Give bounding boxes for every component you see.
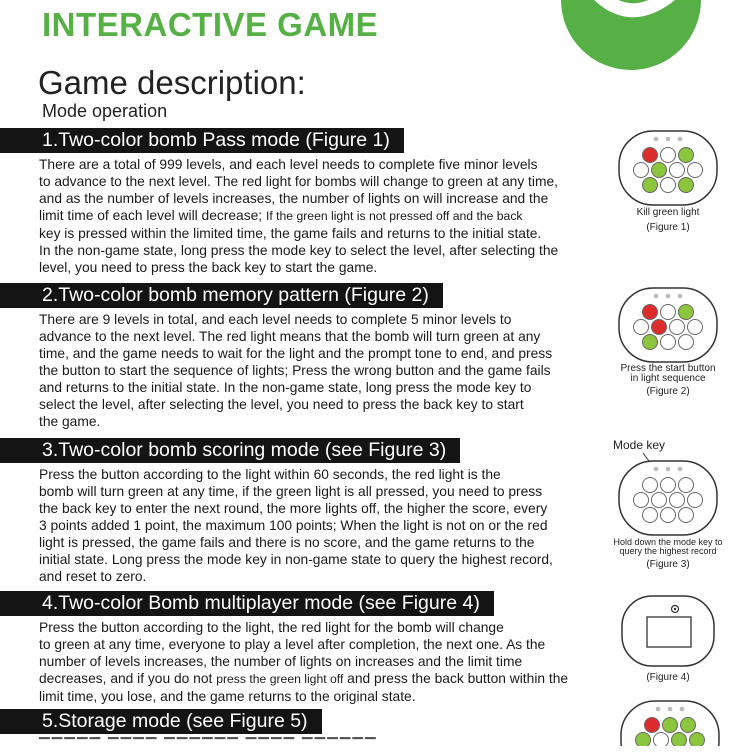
text-line: light is pressed, the game fails and there is no score, and the game returns to the xyxy=(39,535,535,550)
text-line: the back key to enter the next round, the more lights off, the higher the score, every xyxy=(39,501,548,516)
text-line: to green at any time, everyone to play a level after completion, the next one. As the xyxy=(39,637,546,652)
section-heading-1: 1.Two-color bomb Pass mode (Figure 1) xyxy=(0,128,404,153)
brand-logo-icon xyxy=(556,0,706,70)
text-line-small: If the green light is not pressed off and the back xyxy=(265,209,523,223)
caption-line: in light sequence xyxy=(630,373,706,384)
text-line: advance to the next level. The red light means that the bomb will turn green at any xyxy=(39,329,541,344)
figure-1-caption: Kill green light xyxy=(636,207,700,218)
text-line: initial state. Long press the mode key in non-game state to query the highest record, xyxy=(39,552,553,567)
section-body-3 xyxy=(39,466,595,585)
text-line-part: limit time of each level will decrease; xyxy=(39,208,266,223)
section-heading-4: 4.Two-color Bomb multiplayer mode (see Figure 4) xyxy=(0,591,494,616)
figure-3-label: (Figure 3) xyxy=(646,559,690,570)
text-line: the game. xyxy=(39,414,101,429)
figure-1-device xyxy=(616,128,720,208)
figure-4-label: (Figure 4) xyxy=(646,672,690,683)
text-line: Press the button according to the light within 60 seconds, the red light is the xyxy=(39,467,501,482)
text-line: bomb will turn green at any time, if the green light is all pressed, you need to press xyxy=(39,484,543,499)
description-title: Game description: xyxy=(38,64,306,101)
figure-2-device xyxy=(616,285,720,365)
text-line: level, you need to press the back key to start the game. xyxy=(39,260,378,275)
page-title: INTERACTIVE GAME xyxy=(42,6,379,43)
text-line-small: press the green light off xyxy=(216,672,344,686)
mode-operation-subtitle: Mode operation xyxy=(42,101,168,121)
section-body-4 xyxy=(39,619,595,705)
text-line: There are a total of 999 levels, and each level needs to complete five minor levels xyxy=(39,157,538,172)
text-line: 3 points added 1 point, the maximum 100 points; When the light is not on or the red xyxy=(39,518,548,533)
section-body-2 xyxy=(39,311,595,430)
text-line xyxy=(39,207,595,225)
figure-3-caption xyxy=(606,538,730,556)
section-heading-5: 5.Storage mode (see Figure 5) xyxy=(0,709,322,734)
figure-3-device xyxy=(616,458,720,538)
text-line: key is pressed within the limited time, the game fails and returns to the initial state. xyxy=(39,226,542,241)
text-line xyxy=(39,670,595,688)
text-line: number of levels increases, the number of lights on increases and the limit time xyxy=(39,654,523,669)
caption-line: query the highest record xyxy=(619,546,717,556)
text-line: and reset to zero. xyxy=(39,569,147,584)
text-line: and returns to the initial state. In the non-game state, long press the mode key to xyxy=(39,380,532,395)
mode-key-label: Mode key xyxy=(613,438,666,452)
text-line: to advance to the next level. The red light for bombs will change to green at any time, xyxy=(39,174,558,189)
text-line-part: decreases, and if you do not xyxy=(39,671,217,686)
text-line: There are 9 levels in total, and each level needs to complete 5 minor levels to xyxy=(39,312,512,327)
figure-2-caption xyxy=(610,364,726,384)
figure-4-device xyxy=(619,593,717,669)
text-line-part: and press the back button within the xyxy=(343,671,569,686)
section-heading-3: 3.Two-color bomb scoring mode (see Figure 3) xyxy=(0,438,460,463)
text-line: limit time, you lose, and the game returns to the original state. xyxy=(39,689,416,704)
section-body-1 xyxy=(39,156,595,276)
text-line: In the non-game state, long press the mode key to select the level, after selecting the xyxy=(39,243,559,258)
text-line: Press the button according to the light, the red light for the bomb will change xyxy=(39,620,504,635)
cutoff-text-line: ▔▔▔▔▔ ▔▔▔▔ ▔▔▔▔▔▔ ▔▔▔▔ ▔▔▔▔▔▔ xyxy=(39,738,378,753)
caption-line: Hold down the mode key to xyxy=(613,537,723,547)
figure-5-device xyxy=(618,698,722,746)
text-line: time, and the game needs to wait for the light and the prompt tone to end, and press xyxy=(39,346,553,361)
figure-1-label: (Figure 1) xyxy=(646,222,690,233)
section-heading-2: 2.Two-color bomb memory pattern (Figure 2) xyxy=(0,283,443,308)
text-line: and as the number of levels increases, the number of lights on will increase and the xyxy=(39,191,549,206)
caption-line: Press the start button xyxy=(620,363,716,374)
text-line: the button to start the sequence of lights; Press the wrong button and the game fails xyxy=(39,363,551,378)
text-line: select the level, after selecting the level, you need to press the back key to start xyxy=(39,397,524,412)
figure-2-label: (Figure 2) xyxy=(646,386,690,397)
